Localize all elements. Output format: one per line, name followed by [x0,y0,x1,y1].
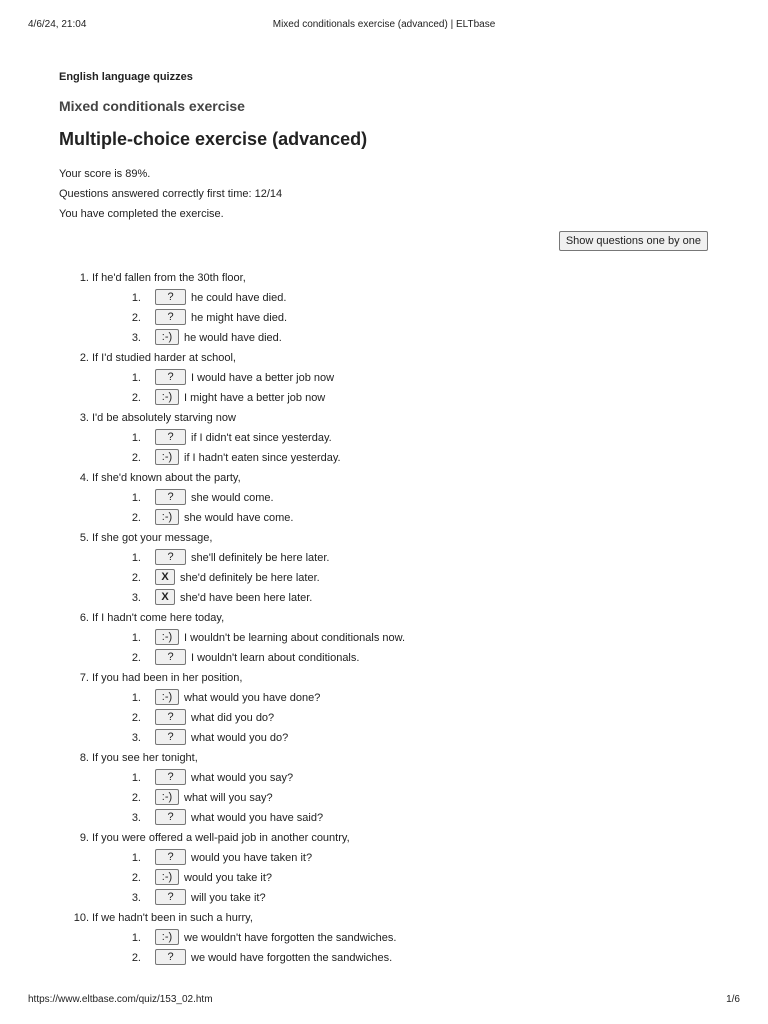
answer-options [115,368,711,408]
question-prompt [79,828,711,848]
answer-option [115,948,711,968]
question-text: I'd be absolutely starving now [92,412,236,424]
answer-option [115,288,711,308]
question-item [59,528,711,608]
answer-option [115,868,711,888]
option-text: he would have died. [184,332,282,344]
answer-option [115,548,711,568]
question-text: If I'd studied harder at school, [92,352,236,364]
print-document-title: Mixed conditionals exercise (advanced) | ELTbase [272,19,496,30]
page-title: Multiple-choice exercise (advanced) [59,129,368,149]
unanswered-button[interactable]: ? [155,369,186,385]
option-number: 1. [131,692,141,704]
quiz-toolbar [59,231,711,259]
answer-option [115,848,711,868]
option-text: she'll definitely be here later. [191,552,330,564]
option-number: 2. [131,572,141,584]
option-number: 1. [131,432,141,444]
question-item [59,608,711,668]
answer-option [115,768,711,788]
question-number: 1. [79,272,89,284]
wrong-answer-button[interactable]: X [155,589,175,605]
correct-answer-button[interactable]: :-) [155,929,179,945]
answer-options [115,288,711,348]
correct-answer-button[interactable]: :-) [155,689,179,705]
option-number: 3. [131,332,141,344]
correct-answer-button[interactable]: :-) [155,629,179,645]
unanswered-button[interactable]: ? [155,809,186,825]
answer-options [115,928,711,968]
question-item [59,348,711,408]
question-text: If we hadn't been in such a hurry, [92,912,253,924]
question-item [59,268,711,348]
answer-options [115,848,711,908]
answer-options [115,768,711,828]
question-number: 9. [79,832,89,844]
option-text: I would have a better job now [191,372,335,384]
question-prompt [79,528,711,548]
option-number: 2. [131,792,141,804]
option-number: 2. [131,312,141,324]
correct-answer-button[interactable]: :-) [155,389,179,405]
question-text: If she'd known about the party, [92,472,241,484]
question-prompt [79,608,711,628]
option-text: I wouldn't learn about conditionals. [191,652,360,664]
score-summary [59,167,711,227]
option-text: what would you have said? [191,812,324,824]
option-text: if I didn't eat since yesterday. [191,432,332,444]
answer-options [115,428,711,468]
option-text: what would you do? [191,732,289,744]
question-item [59,908,711,968]
option-number: 3. [131,732,141,744]
option-text: he might have died. [191,312,288,324]
site-title: English language quizzes [59,71,193,83]
option-text: what did you do? [191,712,275,724]
correct-answer-button[interactable]: :-) [155,509,179,525]
score-text: Your score is 89%. [59,168,151,180]
quiz-content [59,70,711,968]
print-footer [28,994,740,1006]
question-text: If he'd fallen from the 30th floor, [92,272,246,284]
question-item [59,828,711,908]
question-number: 10. [73,912,89,924]
answer-option [115,688,711,708]
option-text: I wouldn't be learning about conditionals now. [184,632,406,644]
option-number: 1. [131,852,141,864]
option-number: 2. [131,712,141,724]
question-prompt [79,748,711,768]
answer-option [115,328,711,348]
option-text: she'd have been here later. [180,592,313,604]
question-text: If she got your message, [92,532,213,544]
option-number: 1. [131,932,141,944]
question-item [59,408,711,468]
option-number: 2. [131,452,141,464]
question-text: If you were offered a well-paid job in another country, [92,832,350,844]
option-text: she'd definitely be here later. [180,572,320,584]
answer-option [115,388,711,408]
answer-option [115,448,711,468]
question-number: 2. [79,352,89,364]
print-page-number: 1/6 [726,994,740,1005]
question-number: 3. [79,412,89,424]
question-list [59,268,711,968]
option-text: what will you say? [184,792,273,804]
question-number: 4. [79,472,89,484]
option-text: what would you have done? [184,692,321,704]
option-number: 1. [131,632,141,644]
answer-options [115,548,711,608]
question-number: 5. [79,532,89,544]
option-number: 1. [131,552,141,564]
option-number: 1. [131,372,141,384]
option-text: would you have taken it? [191,852,313,864]
show-questions-one-by-one-button[interactable]: Show questions one by one [559,231,708,251]
correct-answer-button[interactable]: :-) [155,789,179,805]
answer-option [115,488,711,508]
correct-answer-button[interactable]: :-) [155,329,179,345]
unanswered-button[interactable]: ? [155,729,186,745]
wrong-answer-button[interactable]: X [155,569,175,585]
answer-options [115,488,711,528]
answer-option [115,568,711,588]
answer-option [115,928,711,948]
answer-option [115,708,711,728]
print-header [28,19,740,31]
answer-option [115,788,711,808]
option-text: if I hadn't eaten since yesterday. [184,452,341,464]
question-text: If you see her tonight, [92,752,198,764]
answer-option [115,428,711,448]
question-item [59,468,711,528]
answer-option [115,648,711,668]
option-number: 1. [131,292,141,304]
correct-first-time-text: Questions answered correctly first time: 12/14 [59,188,283,200]
option-number: 2. [131,952,141,964]
unanswered-button[interactable]: ? [155,889,186,905]
completed-text: You have completed the exercise. [59,208,224,220]
answer-option [115,368,711,388]
option-number: 2. [131,512,141,524]
option-text: would you take it? [184,872,273,884]
question-number: 7. [79,672,89,684]
option-text: she would come. [191,492,274,504]
question-item [59,668,711,748]
print-url: https://www.eltbase.com/quiz/153_02.htm [28,994,213,1005]
option-text: we wouldn't have forgotten the sandwiches. [184,932,397,944]
question-prompt [79,348,711,368]
option-text: will you take it? [191,892,266,904]
option-number: 3. [131,892,141,904]
question-prompt [79,268,711,288]
option-number: 1. [131,492,141,504]
answer-option [115,588,711,608]
unanswered-button[interactable]: ? [155,549,186,565]
option-number: 2. [131,392,141,404]
question-text: If I hadn't come here today, [92,612,225,624]
answer-option [115,888,711,908]
question-number: 8. [79,752,89,764]
option-number: 3. [131,592,141,604]
answer-option [115,308,711,328]
option-number: 2. [131,652,141,664]
question-prompt [79,468,711,488]
question-prompt [79,408,711,428]
question-number: 6. [79,612,89,624]
option-text: what would you say? [191,772,294,784]
question-text: If you had been in her position, [92,672,243,684]
print-datetime: 4/6/24, 21:04 [28,19,87,30]
unanswered-button[interactable]: ? [155,289,186,305]
option-text: we would have forgotten the sandwiches. [191,952,393,964]
question-prompt [79,668,711,688]
option-text: he could have died. [191,292,287,304]
unanswered-button[interactable]: ? [155,489,186,505]
correct-answer-button[interactable]: :-) [155,869,179,885]
correct-answer-button[interactable]: :-) [155,449,179,465]
answer-option [115,508,711,528]
unanswered-button[interactable]: ? [155,949,186,965]
unanswered-button[interactable]: ? [155,849,186,865]
unanswered-button[interactable]: ? [155,769,186,785]
option-number: 1. [131,772,141,784]
option-text: I might have a better job now [184,392,326,404]
answer-option [115,808,711,828]
option-text: she would have come. [184,512,294,524]
unanswered-button[interactable]: ? [155,309,186,325]
answer-option [115,728,711,748]
answer-options [115,628,711,668]
exercise-title: Mixed conditionals exercise [59,98,245,114]
answer-option [115,628,711,648]
unanswered-button[interactable]: ? [155,649,186,665]
question-prompt [73,908,711,928]
option-number: 3. [131,812,141,824]
question-item [59,748,711,828]
answer-options [115,688,711,748]
unanswered-button[interactable]: ? [155,709,186,725]
option-number: 2. [131,872,141,884]
unanswered-button[interactable]: ? [155,429,186,445]
